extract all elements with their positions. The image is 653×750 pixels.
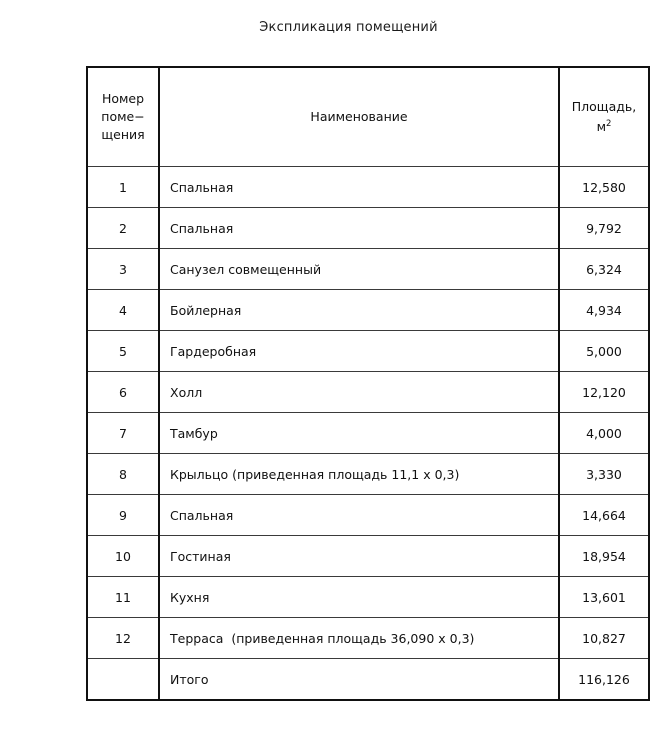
table-row [87, 290, 649, 331]
cell-room-number: 10 [87, 536, 159, 577]
column-header-room-name: Наименование [159, 67, 559, 167]
table-row [87, 249, 649, 290]
page-title: Экспликация помещений [259, 20, 438, 35]
column-header-area-unit: м [596, 118, 606, 134]
cell-room-number: 8 [87, 454, 159, 495]
cell-room-name: Кухня [159, 577, 559, 618]
cell-area: 5,000 [559, 331, 649, 372]
cell-room-number: 2 [87, 208, 159, 249]
cell-area: 14,664 [559, 495, 649, 536]
column-header-area [559, 67, 649, 167]
cell-room-number: 3 [87, 249, 159, 290]
cell-room-name: Тамбур [159, 413, 559, 454]
cell-room-number: 6 [87, 372, 159, 413]
cell-room-number: 5 [87, 331, 159, 372]
explication-table [86, 66, 650, 701]
cell-room-name: Холл [159, 372, 559, 413]
column-header-area-label: Площадь, [571, 99, 637, 115]
cell-area: 12,120 [559, 372, 649, 413]
cell-room-number: 9 [87, 495, 159, 536]
cell-room-number: 1 [87, 167, 159, 208]
cell-room-name: Бойлерная [159, 290, 559, 331]
cell-area: 3,330 [559, 454, 649, 495]
column-header-area-unit-exponent: 2 [606, 118, 612, 129]
cell-area: 12,580 [559, 167, 649, 208]
cell-room-number: 7 [87, 413, 159, 454]
cell-area: 10,827 [559, 618, 649, 659]
table-row [87, 331, 649, 372]
cell-area: 116,126 [559, 659, 649, 701]
table-row [87, 536, 649, 577]
cell-room-number: 11 [87, 577, 159, 618]
cell-room-name: Гостиная [159, 536, 559, 577]
cell-area: 6,324 [559, 249, 649, 290]
table-row [87, 659, 649, 701]
cell-room-name: Санузел совмещенный [159, 249, 559, 290]
cell-room-name: Гардеробная [159, 331, 559, 372]
cell-room-name: Терраса (приведенная площадь 36,090 х 0,3) [159, 618, 559, 659]
cell-area: 4,934 [559, 290, 649, 331]
table-row [87, 372, 649, 413]
cell-area: 9,792 [559, 208, 649, 249]
table-row [87, 577, 649, 618]
table-row [87, 495, 649, 536]
column-header-room-number-line3: щения [101, 127, 145, 143]
cell-room-number: 12 [87, 618, 159, 659]
column-header-room-number [87, 67, 159, 167]
cell-room-name: Крыльцо (приведенная площадь 11,1 х 0,3) [159, 454, 559, 495]
column-header-room-number-line1: Номер [101, 90, 145, 106]
column-header-area-unit-wrap [570, 118, 638, 136]
cell-room-number [87, 659, 159, 701]
cell-area: 13,601 [559, 577, 649, 618]
cell-area: 18,954 [559, 536, 649, 577]
table-body [87, 167, 649, 701]
table-header [87, 67, 649, 167]
table-row [87, 167, 649, 208]
cell-room-number: 4 [87, 290, 159, 331]
cell-room-name: Спальная [159, 208, 559, 249]
table-row [87, 454, 649, 495]
cell-room-name: Спальная [159, 495, 559, 536]
cell-area: 4,000 [559, 413, 649, 454]
table-row [87, 208, 649, 249]
cell-room-name: Итого [159, 659, 559, 701]
cell-room-name: Спальная [159, 167, 559, 208]
column-header-room-number-line2: поме− [101, 108, 145, 124]
table-row [87, 413, 649, 454]
table-row [87, 618, 649, 659]
explication-table-container [86, 66, 648, 701]
table-header-row [87, 67, 649, 167]
